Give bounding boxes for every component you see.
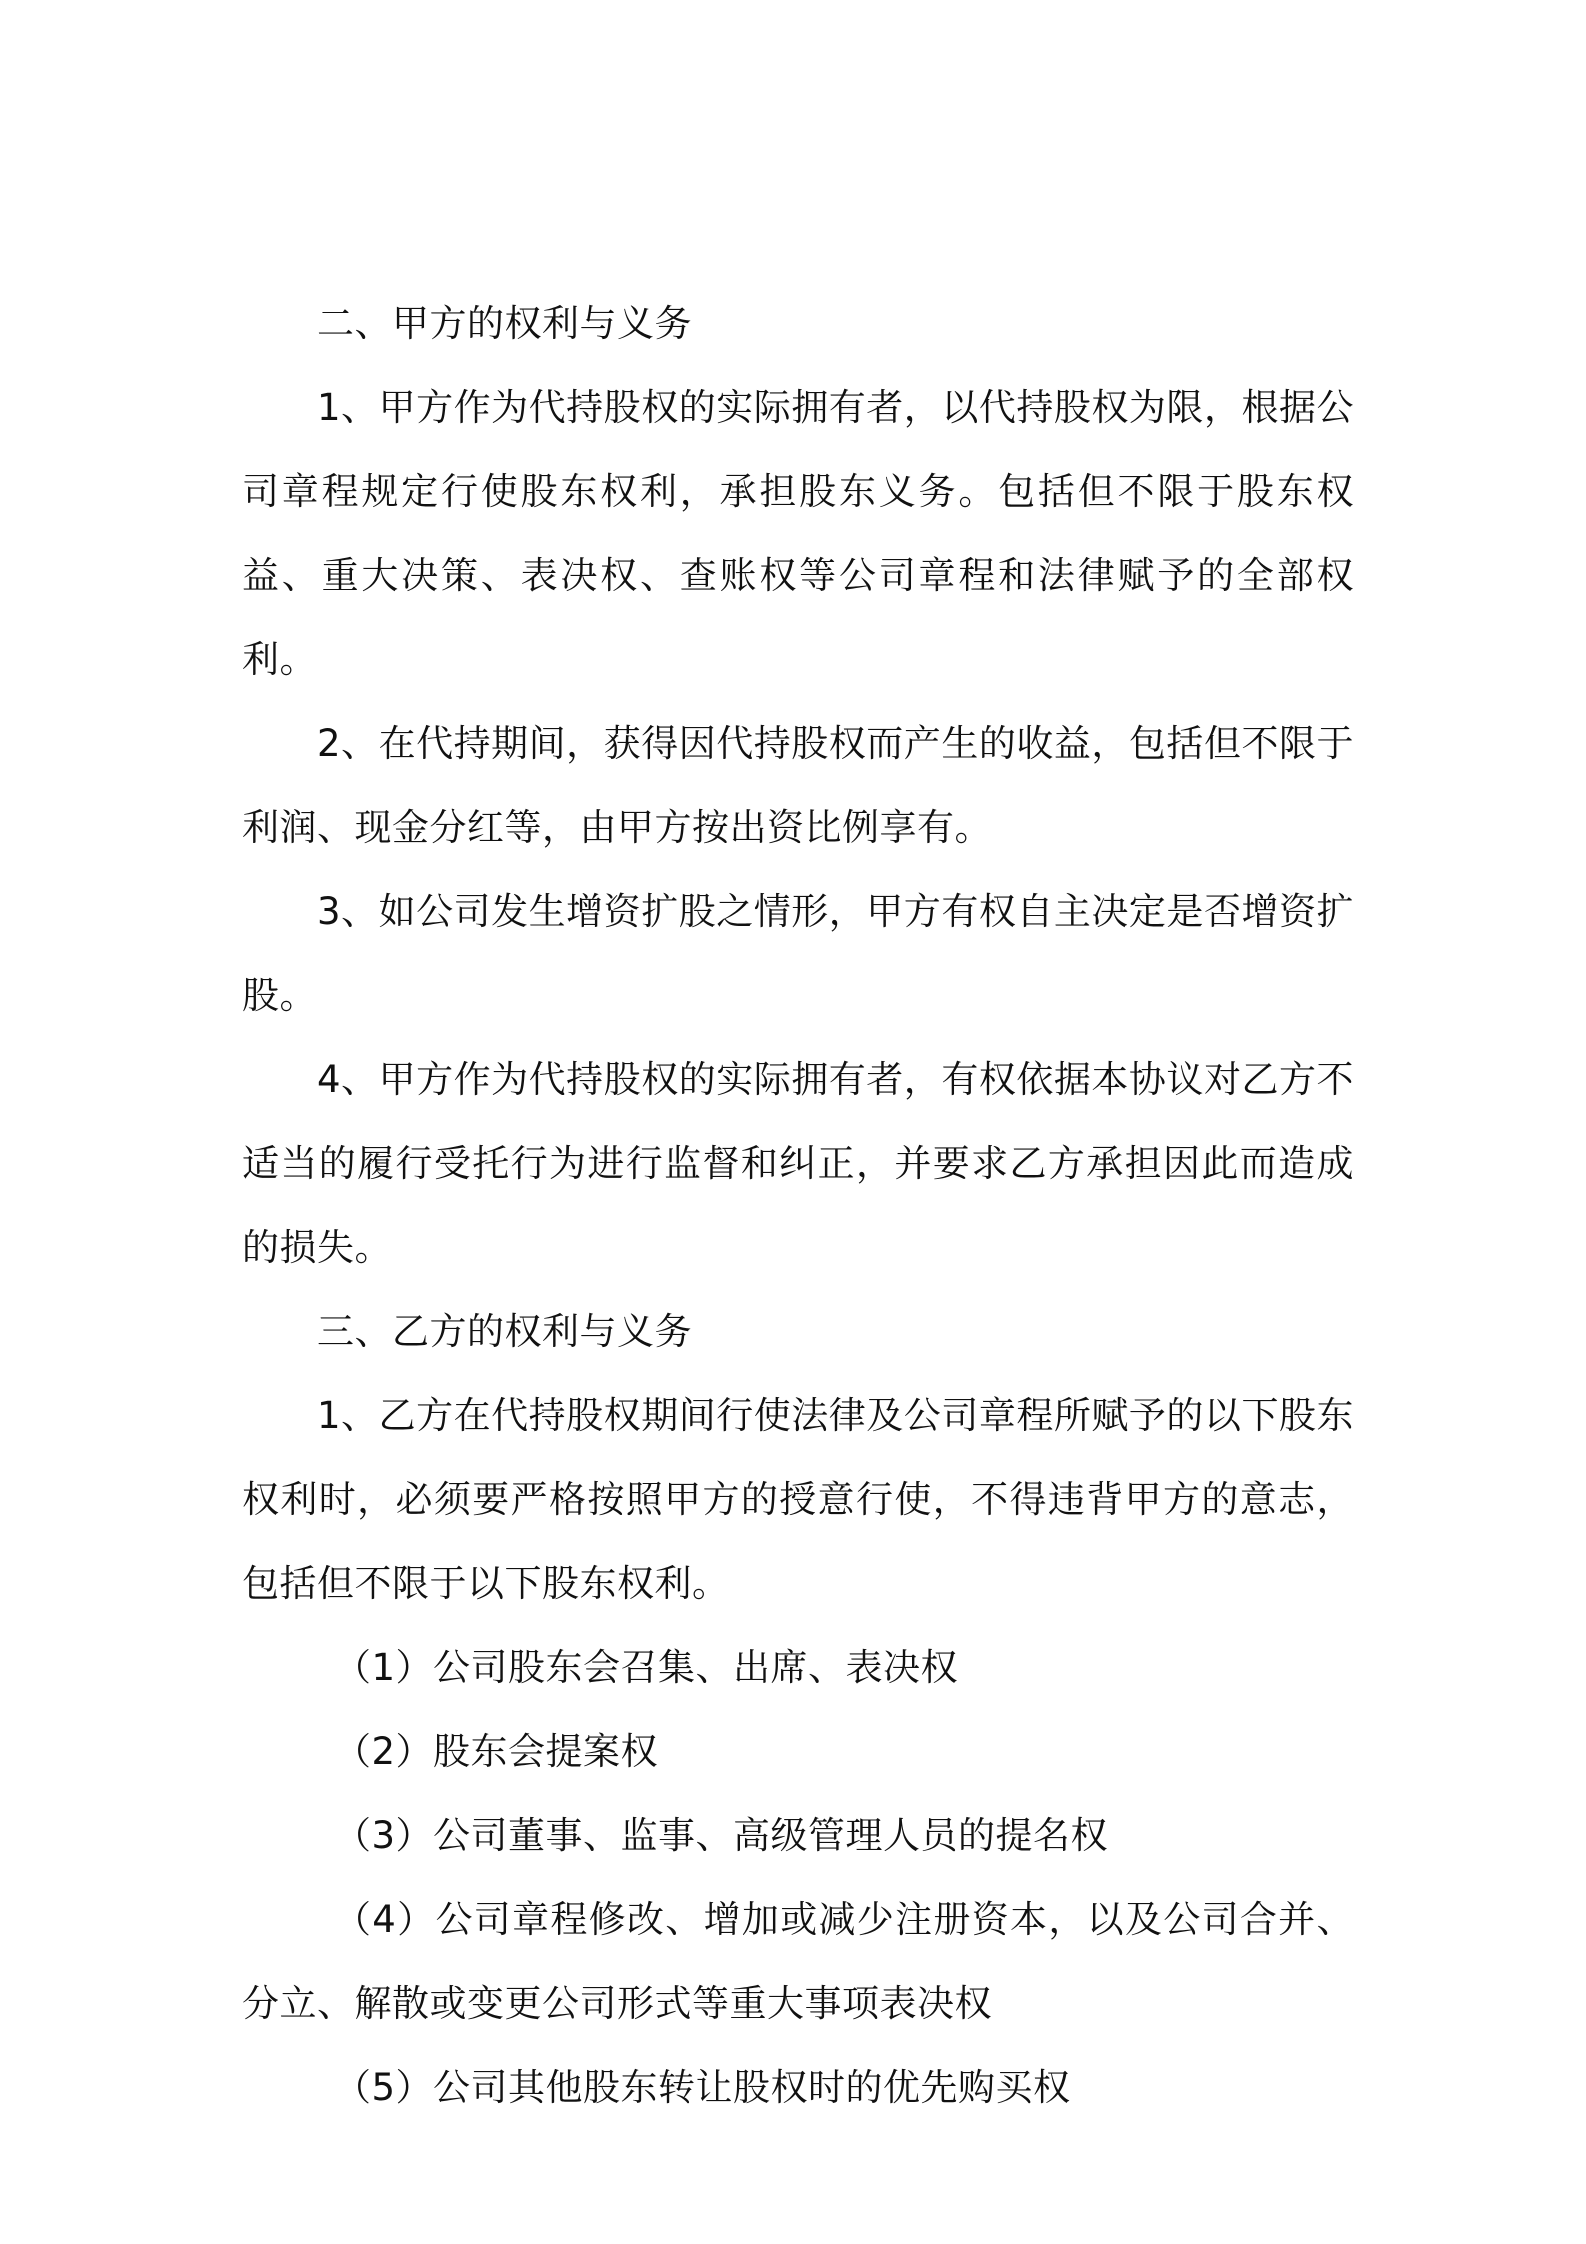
section-2-item-3: 3、如公司发生增资扩股之情形，甲方有权自主决定是否增资扩股。	[242, 890, 1354, 1017]
section-3-item-1: 1、乙方在代持股权期间行使法律及公司章程所赋予的以下股东权利时，必须要严格按照甲方的授意行使，不得违背甲方的意志，包括但不限于以下股东权利。	[242, 1394, 1354, 1605]
section-3-subitem-3: （3）公司董事、监事、高级管理人员的提名权	[334, 1814, 1109, 1857]
section-2-heading: 二、甲方的权利与义务	[317, 302, 692, 345]
section-3-subitem-2: （2）股东会提案权	[334, 1730, 659, 1773]
section-2-item-1: 1、甲方作为代持股权的实际拥有者，以代持股权为限，根据公司章程规定行使股东权利，承担股东义务。包括但不限于股东权益、重大决策、表决权、查账权等公司章程和法律赋予的全部权利。	[242, 386, 1354, 681]
section-3-subitem-5: （5）公司其他股东转让股权时的优先购买权	[334, 2066, 1071, 2109]
section-2-item-2: 2、在代持期间，获得因代持股权而产生的收益，包括但不限于利润、现金分红等，由甲方按出资比例享有。	[242, 722, 1354, 849]
section-3-subitem-4: （4）公司章程修改、增加或减少注册资本，以及公司合并、分立、解散或变更公司形式等重大事项表决权	[242, 1898, 1354, 2025]
section-3-subitem-1: （1）公司股东会召集、出席、表决权	[334, 1646, 959, 1689]
section-3-heading: 三、乙方的权利与义务	[317, 1310, 692, 1353]
document-body	[242, 282, 1354, 2130]
section-2-item-4: 4、甲方作为代持股权的实际拥有者，有权依据本协议对乙方不适当的履行受托行为进行监督和纠正，并要求乙方承担因此而造成的损失。	[242, 1058, 1354, 1269]
